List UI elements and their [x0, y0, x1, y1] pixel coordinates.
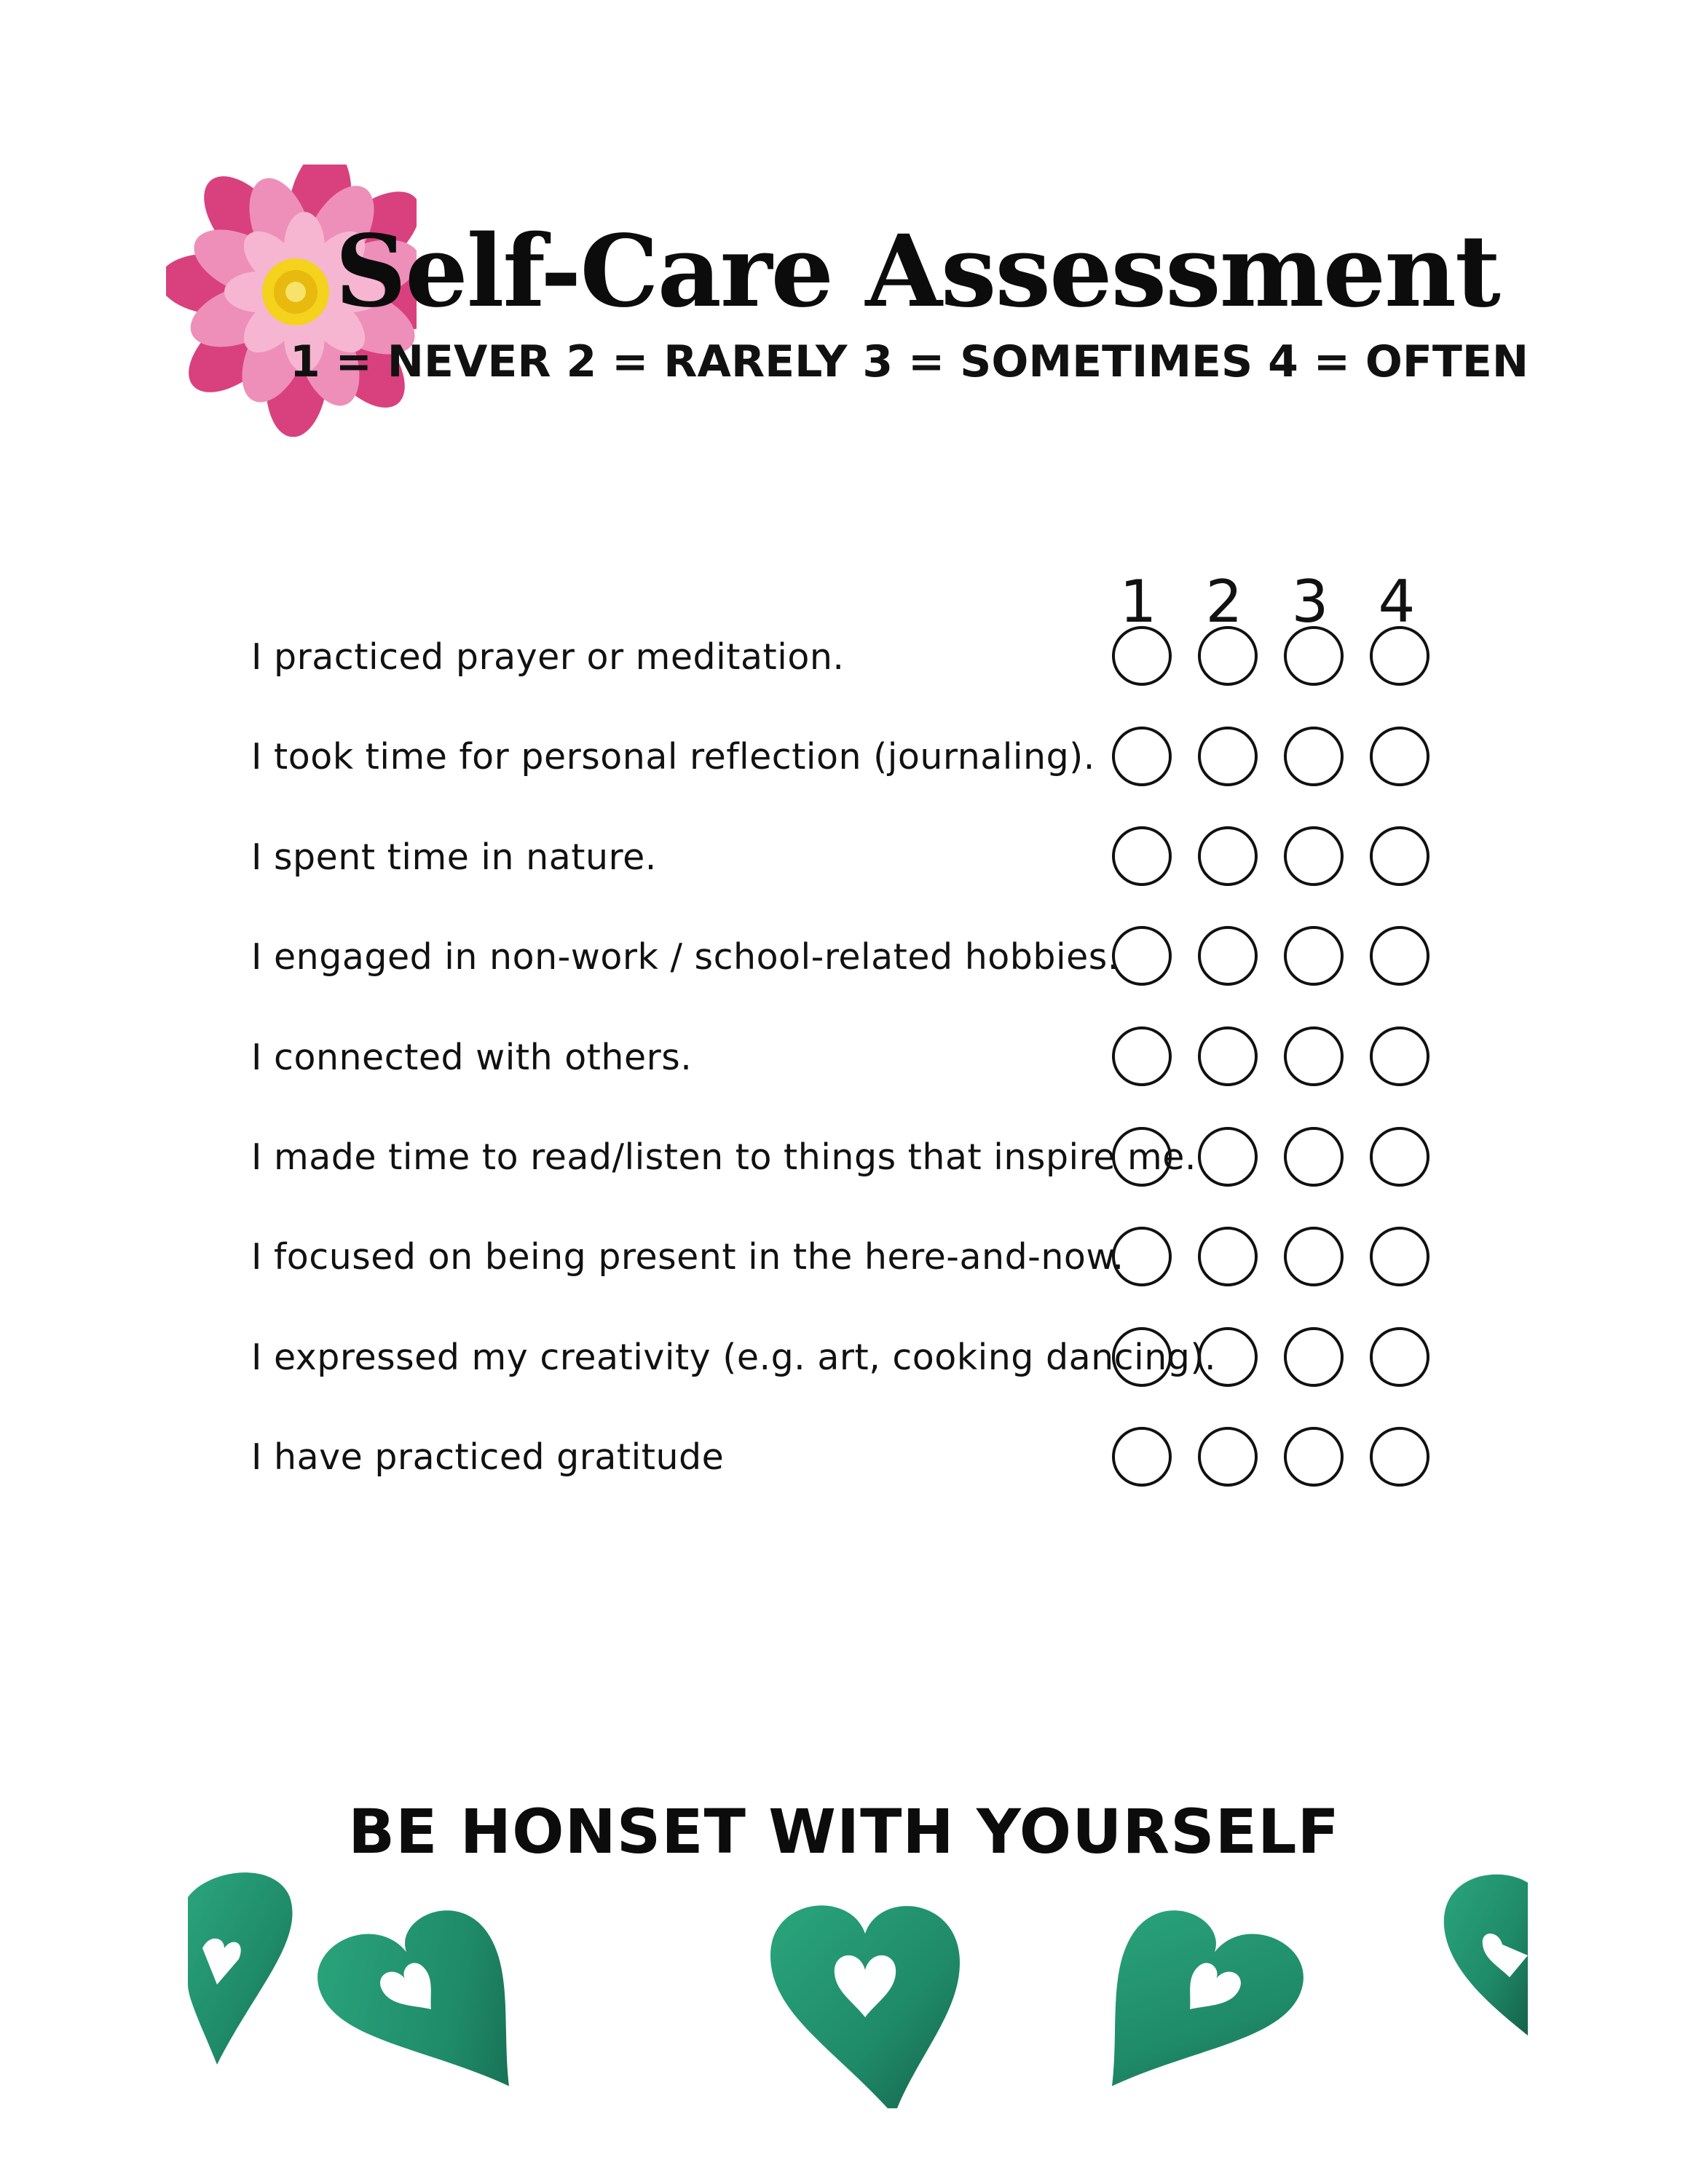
rating-circle-4[interactable]: [1370, 1427, 1429, 1487]
item-text-prayer: I practiced prayer or meditation.: [251, 636, 845, 678]
rating-circle-2[interactable]: [1198, 1026, 1258, 1086]
rating-circle-3[interactable]: [1284, 926, 1344, 986]
rating-circle-3[interactable]: [1284, 1127, 1344, 1187]
rating-circle-3[interactable]: [1284, 626, 1344, 686]
scale-header-1: 1: [1119, 568, 1157, 636]
rating-circle-4[interactable]: [1370, 1026, 1429, 1086]
rating-circle-1[interactable]: [1112, 1227, 1172, 1286]
rating-circle-2[interactable]: [1198, 1127, 1258, 1187]
scale-legend: 1 = NEVER 2 = RARELY 3 = SOMETIMES 4 = OFTEN: [290, 336, 1529, 387]
rating-circle-2[interactable]: [1198, 826, 1258, 886]
rating-circle-1[interactable]: [1112, 1427, 1172, 1487]
item-text-nature: I spent time in nature.: [251, 836, 657, 878]
rating-circle-4[interactable]: [1370, 826, 1429, 886]
rating-circle-3[interactable]: [1284, 1327, 1344, 1387]
green-heart-leaf-icon: [1444, 1875, 1528, 2035]
item-text-connected: I connected with others.: [251, 1037, 693, 1078]
rating-circle-1[interactable]: [1112, 626, 1172, 686]
item-text-hobbies: I engaged in non-work / school-related hobbies.: [251, 936, 1119, 978]
rating-circle-4[interactable]: [1370, 1127, 1429, 1187]
page-title: Self-Care Assessment: [335, 213, 1499, 330]
rating-circle-1[interactable]: [1112, 826, 1172, 886]
item-text-inspire: I made time to read/listen to things that inspire me.: [251, 1136, 1196, 1178]
item-text-gratitude: I have practiced gratitude: [251, 1436, 725, 1478]
rating-circle-2[interactable]: [1198, 1227, 1258, 1286]
rating-circle-3[interactable]: [1284, 1227, 1344, 1286]
rating-circle-2[interactable]: [1198, 727, 1258, 786]
rating-circle-3[interactable]: [1284, 1026, 1344, 1086]
green-heart-leaf-icon: [188, 1872, 293, 2065]
rating-circle-4[interactable]: [1370, 727, 1429, 786]
green-heart-leaf-icon: [303, 1875, 559, 2108]
rating-circle-1[interactable]: [1112, 727, 1172, 786]
rating-circle-4[interactable]: [1370, 626, 1429, 686]
rating-circle-2[interactable]: [1198, 626, 1258, 686]
rating-circle-4[interactable]: [1370, 926, 1429, 986]
green-heart-leaf-icon: [1062, 1875, 1318, 2108]
rating-circle-3[interactable]: [1284, 1427, 1344, 1487]
rating-circle-1[interactable]: [1112, 1327, 1172, 1387]
scale-header-4: 4: [1378, 568, 1416, 636]
scale-header-2: 2: [1205, 568, 1243, 636]
rating-circle-3[interactable]: [1284, 727, 1344, 786]
rating-circle-2[interactable]: [1198, 1427, 1258, 1487]
rating-circle-3[interactable]: [1284, 826, 1344, 886]
item-text-reflection: I took time for personal reflection (journaling).: [251, 736, 1095, 778]
footer-message: BE HONSET WITH YOURSELF: [348, 1796, 1340, 1867]
scale-header-3: 3: [1291, 568, 1329, 636]
rating-circle-1[interactable]: [1112, 1026, 1172, 1086]
rating-circle-4[interactable]: [1370, 1227, 1429, 1286]
rating-circle-4[interactable]: [1370, 1327, 1429, 1387]
heart-decoration-row: [188, 1868, 1528, 2108]
rating-circle-2[interactable]: [1198, 1327, 1258, 1387]
rating-circle-1[interactable]: [1112, 1127, 1172, 1187]
rating-circle-1[interactable]: [1112, 926, 1172, 986]
rating-circle-2[interactable]: [1198, 926, 1258, 986]
item-text-present: I focused on being present in the here-and-now.: [251, 1236, 1124, 1278]
green-heart-leaf-icon: [770, 1905, 960, 2108]
item-text-creativity: I expressed my creativity (e.g. art, cooking dancing).: [251, 1337, 1217, 1378]
